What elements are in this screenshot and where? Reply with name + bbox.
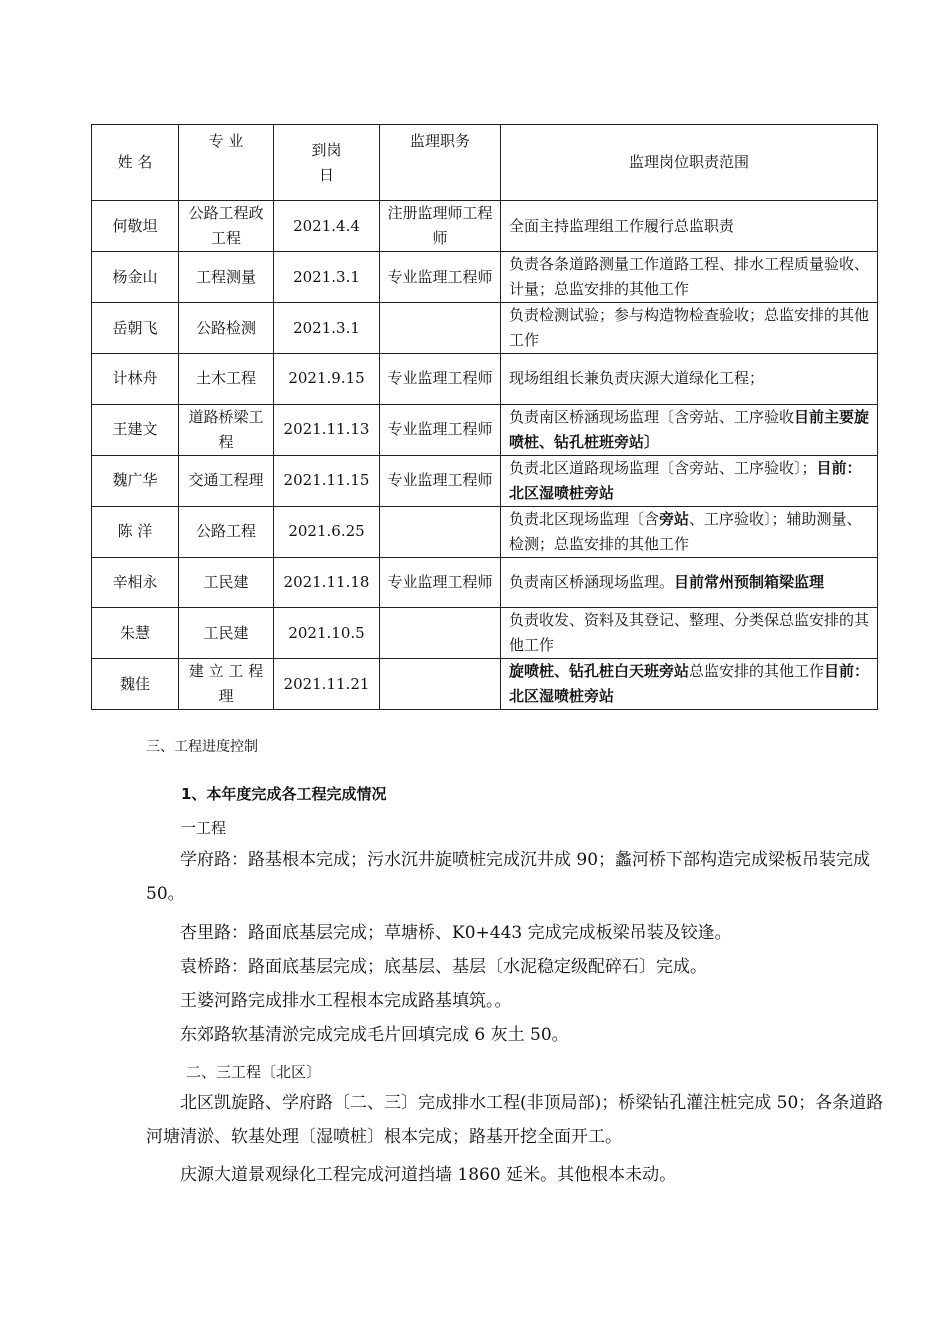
- scope-text: 目前主要旋喷桩、钻孔桩班旁站〕: [509, 407, 870, 451]
- header-date: 到岗 日: [274, 125, 380, 201]
- cell-scope: [501, 608, 878, 659]
- cell-scope: [501, 455, 878, 506]
- table-row: [92, 659, 878, 710]
- cell-major: 公路检测: [179, 303, 274, 354]
- cell-name: 计林舟: [92, 354, 179, 405]
- subheading-annual-progress: 1、本年度完成各工程完成情况: [181, 785, 387, 803]
- scope-text: 负责南区桥涵现场监理〔含旁站、工序验收: [509, 407, 795, 426]
- scope-text: 负责北区现场监理〔含: [509, 509, 660, 528]
- subheading-project-one: 一工程: [181, 819, 227, 837]
- cell-scope: [501, 659, 878, 710]
- table-row: [92, 455, 878, 506]
- cell-date: 2021.3.1: [274, 303, 380, 354]
- cell-duty: [380, 506, 501, 557]
- scope-text: 负责收发、资料及其登记、整理、分类保总监安排的其他工作: [509, 611, 870, 654]
- table-row: [92, 303, 878, 354]
- cell-scope: [501, 201, 878, 252]
- table-row: [92, 201, 878, 252]
- cell-major: 土木工程: [179, 354, 274, 405]
- cell-major: 工程测量: [179, 252, 274, 303]
- table-row: [92, 506, 878, 557]
- scope-text: 目前：北区湿喷桩旁站: [509, 662, 870, 705]
- cell-name: 朱慧: [92, 608, 179, 659]
- cell-duty: 专业监理工程师: [380, 557, 501, 608]
- scope-text: 现场组组长兼负责庆源大道绿化工程；: [509, 369, 765, 388]
- cell-name: 魏广华: [92, 455, 179, 506]
- header-duty: 监理职务: [380, 125, 501, 201]
- cell-major: 工民建: [179, 557, 274, 608]
- cell-name: 陈 洋: [92, 506, 179, 557]
- cell-date: 2021.4.4: [274, 201, 380, 252]
- scope-text: 负责北区道路现场监理〔含旁站、工序验收〕；: [509, 458, 817, 477]
- cell-name: 何敬坦: [92, 201, 179, 252]
- table-row: [92, 608, 878, 659]
- scope-text: 全面主持监理组工作履行总监职责: [509, 216, 735, 235]
- table-row: [92, 354, 878, 405]
- section-heading: 三、工程进度控制: [146, 739, 258, 755]
- cell-date: 2021.10.5: [274, 608, 380, 659]
- cell-date: 2021.9.15: [274, 354, 380, 405]
- scope-text: 目前常州预制箱梁监理: [674, 572, 825, 591]
- table-header-row: [92, 125, 878, 201]
- paragraph-north-district: 北区凯旋路、学府路〔二、三〕完成排水工程(非顶局部)；桥梁钻孔灌注桩完成 50；各条道路河塘清淤、软基处理〔湿喷桩〕根本完成；路基开挖全面开工。: [146, 1093, 884, 1147]
- scope-text: 负责检测试验；参与构造物检查验收；总监安排的其他工作: [509, 306, 870, 349]
- staff-table: [91, 124, 878, 710]
- scope-text: 旁站: [659, 509, 690, 528]
- paragraph-yuanqiao-road: 袁桥路：路面底基层完成；底基层、基层〔水泥稳定级配碎石〕完成。: [180, 957, 707, 977]
- table-row: [92, 252, 878, 303]
- header-name: 姓 名: [92, 125, 179, 201]
- cell-date: 2021.6.25: [274, 506, 380, 557]
- cell-date: 2021.11.15: [274, 455, 380, 506]
- header-scope: 监理岗位职责范围: [501, 125, 878, 201]
- cell-major: 公路工程政工程: [179, 201, 274, 252]
- scope-text: 旋喷桩、钻孔桩白天班旁站: [509, 662, 690, 680]
- cell-date: 2021.11.18: [274, 557, 380, 608]
- scope-text: 总监安排的其他工作: [689, 662, 825, 680]
- cell-duty: 专业监理工程师: [380, 252, 501, 303]
- cell-name: 杨金山: [92, 252, 179, 303]
- cell-name: 岳朝飞: [92, 303, 179, 354]
- cell-duty: 专业监理工程师: [380, 404, 501, 455]
- cell-date: 2021.11.21: [274, 659, 380, 710]
- cell-scope: [501, 404, 878, 455]
- cell-name: 王建文: [92, 404, 179, 455]
- cell-duty: [380, 659, 501, 710]
- subheading-north-district: 二、三工程〔北区〕: [186, 1063, 322, 1081]
- cell-date: 2021.3.1: [274, 252, 380, 303]
- cell-name: 魏佳: [92, 659, 179, 710]
- cell-date: 2021.11.13: [274, 404, 380, 455]
- paragraph-xingli-road: 杏里路：路面底基层完成；草塘桥、K0+443 完成完成板梁吊装及铰逢。: [180, 923, 732, 943]
- cell-major: 公路工程: [179, 506, 274, 557]
- cell-duty: 专业监理工程师: [380, 354, 501, 405]
- cell-scope: [501, 557, 878, 608]
- table-row: [92, 557, 878, 608]
- cell-major: 建 立 工 程 理: [179, 659, 274, 710]
- cell-major: 工民建: [179, 608, 274, 659]
- cell-duty: [380, 303, 501, 354]
- cell-major: 道路桥梁工程: [179, 404, 274, 455]
- paragraph-xuefu-road: 学府路：路基根本完成；污水沉井旋喷桩完成沉井成 90；蠡河桥下部构造完成梁板吊装完成 50。: [146, 850, 871, 904]
- scope-text: 、工序验收〕；辅助测量、检测；总监安排的其他工作: [509, 509, 862, 553]
- scope-text: 负责各条道路测量工作道路工程、排水工程质量验收、计量；总监安排的其他工作: [509, 255, 870, 298]
- scope-text: 负责南区桥涵现场监理。: [509, 572, 675, 591]
- scope-text: 目前：北区湿喷桩旁站: [509, 458, 862, 502]
- cell-name: 辛相永: [92, 557, 179, 608]
- cell-duty: 专业监理工程师: [380, 455, 501, 506]
- cell-scope: [501, 506, 878, 557]
- table-row: [92, 404, 878, 455]
- header-major: 专 业: [179, 125, 274, 201]
- staff-table-body: [92, 125, 878, 710]
- cell-scope: [501, 303, 878, 354]
- paragraph-dongjiao-road: 东郊路软基清淤完成完成毛片回填完成 6 灰土 50。: [180, 1025, 569, 1045]
- cell-scope: [501, 354, 878, 405]
- paragraph-qingyuan-avenue: 庆源大道景观绿化工程完成河道挡墙 1860 延米。其他根本未动。: [180, 1165, 677, 1185]
- cell-major: 交通工程理: [179, 455, 274, 506]
- cell-scope: [501, 252, 878, 303]
- cell-duty: [380, 608, 501, 659]
- paragraph-wangpohe-road: 王婆河路完成排水工程根本完成路基填筑。。: [180, 991, 512, 1011]
- cell-duty: 注册监理师工程师: [380, 201, 501, 252]
